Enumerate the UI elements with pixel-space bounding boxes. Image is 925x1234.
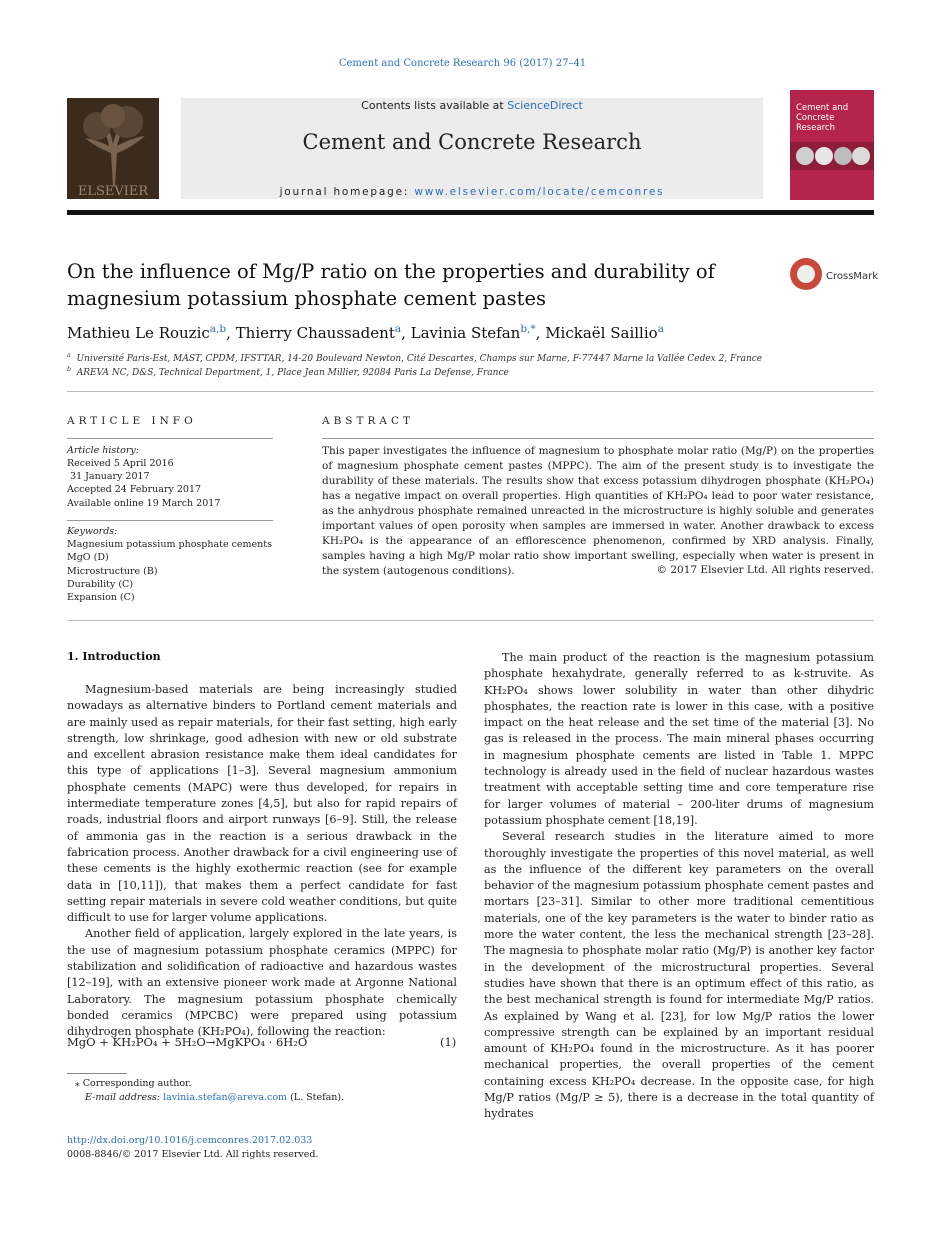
author-list (67, 323, 867, 342)
abstract-heading: ABSTRACT (322, 415, 415, 427)
right-column (484, 650, 874, 1123)
homepage-link[interactable]: www.elsevier.com/locate/cemconres (414, 186, 665, 198)
section-heading: 1. Introduction (67, 650, 161, 663)
divider (67, 620, 874, 621)
keyword: Microstructure (B) (67, 566, 158, 577)
equation: MgO + KH₂PO₄ + 5H₂O→MgKPO₄ · 6H₂O (67, 1035, 308, 1049)
body-paragraph: The main product of the reaction is the magnesium potassium phosphate hexahydrate, generally referred to as k-struvite. As KH₂PO₄ shows lower solubility in water than other dihydric phosphates, the reaction rate is lower in this case, with a positive impact on the heat release and the set time of the material [3]. No gas is released in the process. The main mineral phases occurring in magnesium phosphate cements are listed in Table 1. MPPC technology is already used in the field of nuclear hazardous wastes treatment with acceptable setting time and core temperature rise for larger volumes of material – 200-liter drums of magnesium potassium phosphate cement [18,19]. (484, 651, 874, 827)
keyword: Expansion (C) (67, 592, 135, 603)
doi-link[interactable]: http://dx.doi.org/10.1016/j.cemconres.2017.02.033 (67, 1135, 313, 1146)
history-label: Article history: (67, 445, 139, 456)
history-item: 31 January 2017 (67, 471, 150, 482)
abstract-text: This paper investigates the influence of magnesium to phosphate molar ratio (Mg/P) on the properties of magnesium phosphate cement pastes (MPPC). The aim of the present study is to investigate the durability of these materials. The results show that excess potassium dihydrogen phosphate (KH₂PO₄) has a negative impact on overall properties. High quantities of KH₂PO₄ lead to poor water resistance, as the anhydrous phosphate remained unreacted in the microstructure is highly soluble and generates important values of open porosity when samples are immersed in water. Another drawback to excess KH₂PO₄ is the appearance of an efflorescence phenomenon, confirmed by XRD analysis. Finally, samples having a high Mg/P molar ratio show important swelling, especially when water is present in the system (autogenous conditions). (322, 445, 874, 577)
svg-text:ELSEVIER: ELSEVIER (77, 184, 149, 199)
article-title: On the influence of Mg/P ratio on the properties and durability of magnesium potassium phosphate cement pastes (67, 260, 715, 310)
journal-homepage: journal homepage: www.elsevier.com/locate/cemconres (279, 186, 665, 198)
issn-line: 0008-8846/© 2017 Elsevier Ltd. All rights reserved. (67, 1149, 319, 1160)
author-name: Lavinia Stefan (410, 324, 521, 342)
corresponding-author-note: ⁎ Corresponding author. (75, 1078, 192, 1089)
author-name: Thierry Chaussadent (235, 324, 395, 342)
body-paragraph: Several research studies in the literature aimed to more thoroughly investigate the properties of this novel material, as well as the influence of the different key parameters on the overall behavior of the magnesium potassium phosphate cement pastes and mortars [23–31]. Similar to other more traditional cementitious materials, one of the key parameters is the water to binder ratio as more the water content, the less the mechanical strength [23–28]. The magnesia to phosphate molar ratio (Mg/P) is another key factor in the development of the microstructural properties. Several studies have shown that there is an optimum effect of this ratio, as the best mechanical strength is found for intermediate Mg/P ratios. As explained by Wang et al. [23], for low Mg/P ratios the lower compressive strength can be explained by an important residual amount of KH₂PO₄ found in the microstructure. As it has poorer mechanical properties, the overall properties of the cement containing excess KH₂PO₄ decrease. In the opposite case, for high Mg/P ratios (Mg/P ≥ 5), there is a decrease in the total quantity of hydrates (484, 830, 874, 1121)
author-name: Mickaël Saillio (545, 324, 658, 342)
article-info-heading: ARTICLE INFO (67, 415, 197, 427)
journal-citation-link[interactable]: Cement and Concrete Research 96 (2017) 27–41 (338, 58, 587, 69)
author-name: Mathieu Le Rouzic (67, 324, 210, 342)
keyword: MgO (D) (67, 552, 109, 563)
contents-line: Contents lists available at ScienceDirect (361, 99, 583, 112)
equation-number: (1) (440, 1035, 457, 1049)
body-paragraph: Magnesium-based materials are being increasingly studied nowadays as alternative binders to Portland cement materials and are mainly used as repair materials, for their fast setting, high early strength, low shrinkage, good adhesion with new or old substrate and excellent abrasion resistance make them ideal candidates for this type of applications [1–3]. Several magnesium ammonium phosphate cements (MAPC) were thus developed, for repairs in intermediate temperature zones [4,5], but also for rapid repairs of roads, industrial floors and airport runways [6–9]. Still, the release of ammonia gas in the reaction is a serious drawback in the fabrication process. Another drawback for a civil engineering use of these cements is the highly exothermic reaction (see for example data in [10,11]), that makes them a perfect candidate for fast setting repair materials in severe cold weather conditions, but quite difficult to use for larger volume applications. (67, 683, 457, 925)
email-footnote: E-mail address: lavinia.stefan@areva.com (L. Stefan). (85, 1092, 345, 1103)
body-paragraph: Another field of application, largely explored in the late years, is the use of magnesium potassium phosphate ceramics (MPPC) for stabilization and solidification of radioactive and hazardous wastes [12–19], with an extensive pioneer work made at Argonne National Laboratory. The magnesium potassium phosphate chemically bonded ceramics (MPCBC) were prepared using potassium dihydrogen phosphate (KH₂PO₄), following the reaction: (67, 927, 457, 1039)
history-item: Received 5 April 2016 (67, 458, 174, 469)
divider (67, 438, 273, 439)
footnote-rule (67, 1073, 127, 1074)
author-affiliation-marker[interactable]: a (394, 323, 402, 335)
divider (67, 391, 874, 392)
cover-title: Cement and Concrete Research (796, 103, 849, 133)
affiliation: $^a$ Université Paris-Est, MAST, CPDM, IFSTTAR, 14-20 Boulevard Newton, Cité Descartes, Champs sur Marne, F-77447 Marne la Vallée Cedex 2, France (67, 352, 763, 364)
history-item: Available online 19 March 2017 (67, 498, 221, 509)
header-rule (67, 210, 874, 215)
elsevier-logo (67, 98, 159, 199)
copyright: © 2017 Elsevier Ltd. All rights reserved. (656, 564, 874, 576)
keywords-label: Keywords: (67, 526, 118, 537)
journal-title: Cement and Concrete Research (302, 130, 642, 154)
author-separator: , (401, 324, 411, 342)
affiliation: $^b$ AREVA NC, D&S, Technical Department, 1, Place Jean Millier, 92084 Paris La Defense, France (67, 366, 509, 378)
left-column (67, 682, 457, 1041)
email-link[interactable]: lavinia.stefan@areva.com (163, 1092, 288, 1103)
history-item: Accepted 24 February 2017 (67, 484, 202, 495)
author-separator: , (226, 324, 236, 342)
divider (322, 438, 874, 439)
crossmark-label[interactable]: CrossMark (826, 271, 879, 282)
author-separator: , (535, 324, 546, 342)
author-affiliation-marker[interactable]: a (657, 323, 664, 335)
author-affiliation-marker[interactable]: b,* (520, 323, 536, 335)
author-affiliation-marker[interactable]: a,b (209, 323, 227, 335)
divider (67, 520, 273, 521)
keyword: Magnesium potassium phosphate cements (67, 539, 272, 550)
keyword: Durability (C) (67, 579, 134, 590)
sciencedirect-link[interactable]: ScienceDirect (507, 99, 583, 112)
crossmark-icon-inner (797, 265, 815, 283)
